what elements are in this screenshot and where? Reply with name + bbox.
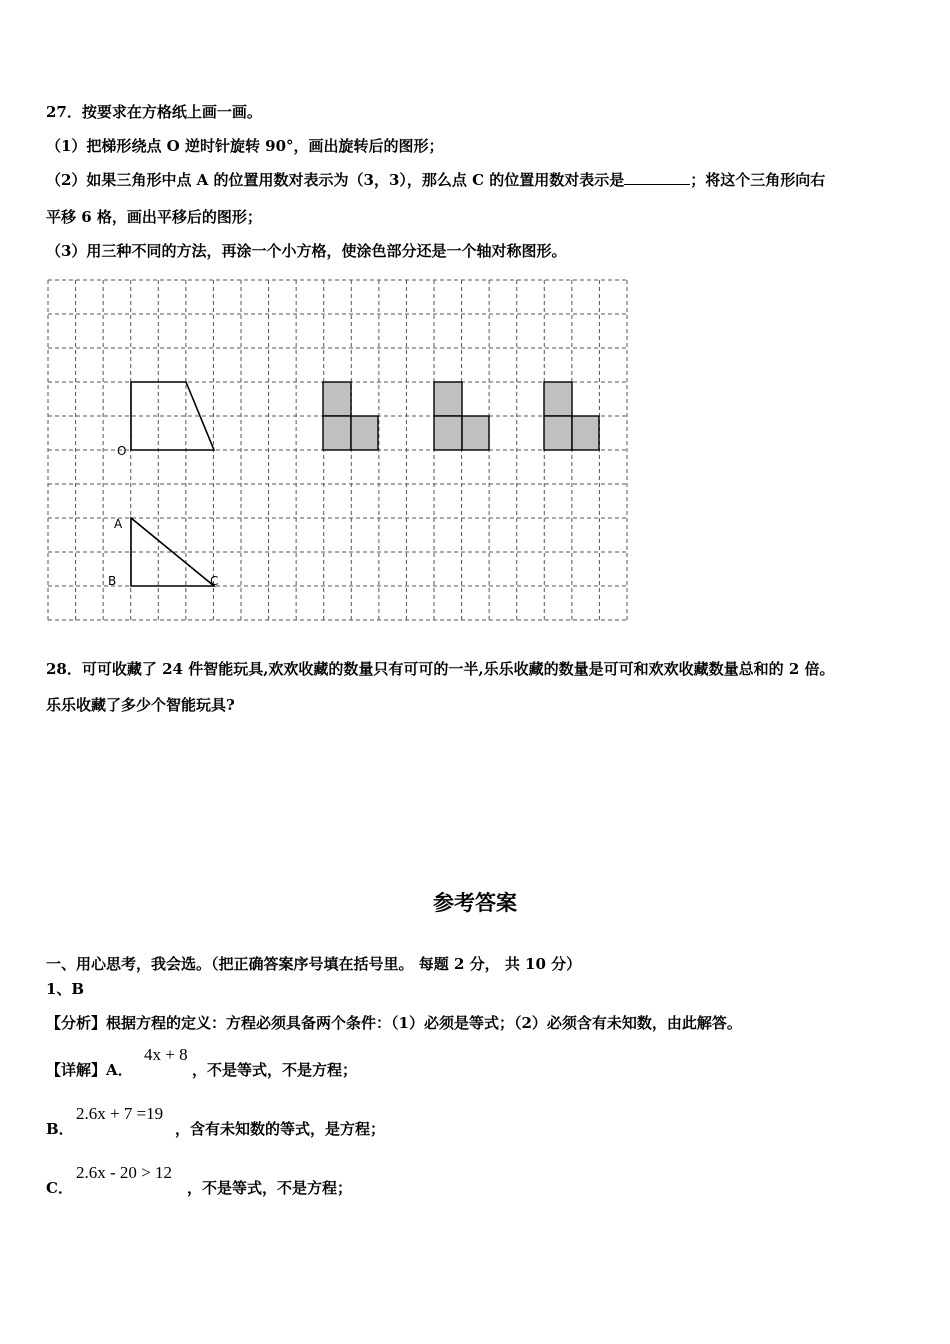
detail-a-text: ，不是等式，不是方程； (192, 1061, 358, 1079)
option-b-text: ，含有未知数的等式，是方程； (175, 1120, 386, 1138)
option-c-text: ，不是等式，不是方程； (187, 1179, 353, 1197)
point-b-label: B (108, 574, 117, 588)
shaded-shape-1 (323, 382, 378, 450)
q27-part1: （1）把梯形绕点 O 逆时针旋转 90°，画出旋转后的图形； (46, 137, 444, 155)
option-c-label: C． (46, 1179, 73, 1197)
trapezoid-shape (131, 382, 214, 450)
analysis-text: 【分析】根据方程的定义：方程必须具备两个条件：（1）必须是等式；（2）必须含有未知数，由此解答。 (46, 1014, 742, 1032)
q28-line2: 乐乐收藏了多少个智能玩具? (46, 696, 235, 714)
point-o-label: O (117, 444, 127, 458)
q27-part2-text-a: （2）如果三角形中点 A 的位置用数对表示为（3，3），那么点 C 的位置用数对表示是 (46, 171, 625, 189)
expr-b: 2.6x + 7 =19 (76, 1104, 164, 1123)
q27-part2-text-b: ；将这个三角形向右 (690, 171, 826, 189)
shaded-shape-3 (544, 382, 599, 450)
detail-a-label: 【详解】A． (46, 1061, 133, 1079)
expr-c: 2.6x - 20 > 12 (76, 1163, 172, 1182)
shaded-shape-2 (434, 382, 489, 450)
q27-title: 27．按要求在方格纸上画一画。 (46, 103, 262, 121)
point-a-label: A (114, 517, 123, 531)
option-b-label: B． (46, 1120, 74, 1138)
triangle-shape (131, 518, 214, 586)
answers-heading: 参考答案 (433, 891, 517, 915)
answer-item-1: 1、B (46, 980, 85, 998)
expr-a: 4x + 8 (144, 1045, 188, 1064)
point-c-label: C (210, 574, 219, 588)
section1-title: 一、用心思考，我会选。（把正确答案序号填在括号里。 每题 2 分， 共 10 分） (46, 955, 582, 973)
q28-line1: 28．可可收藏了 24 件智能玩具,欢欢收藏的数量只有可可的一半,乐乐收藏的数量是可可和欢欢收藏数量总和的 2 倍。 (46, 660, 835, 678)
q27-part3: （3）用三种不同的方法，再涂一个小方格，使涂色部分还是一个轴对称图形。 (46, 242, 567, 260)
q27-part2-line2: 平移 6 格，画出平移后的图形； (46, 208, 262, 226)
